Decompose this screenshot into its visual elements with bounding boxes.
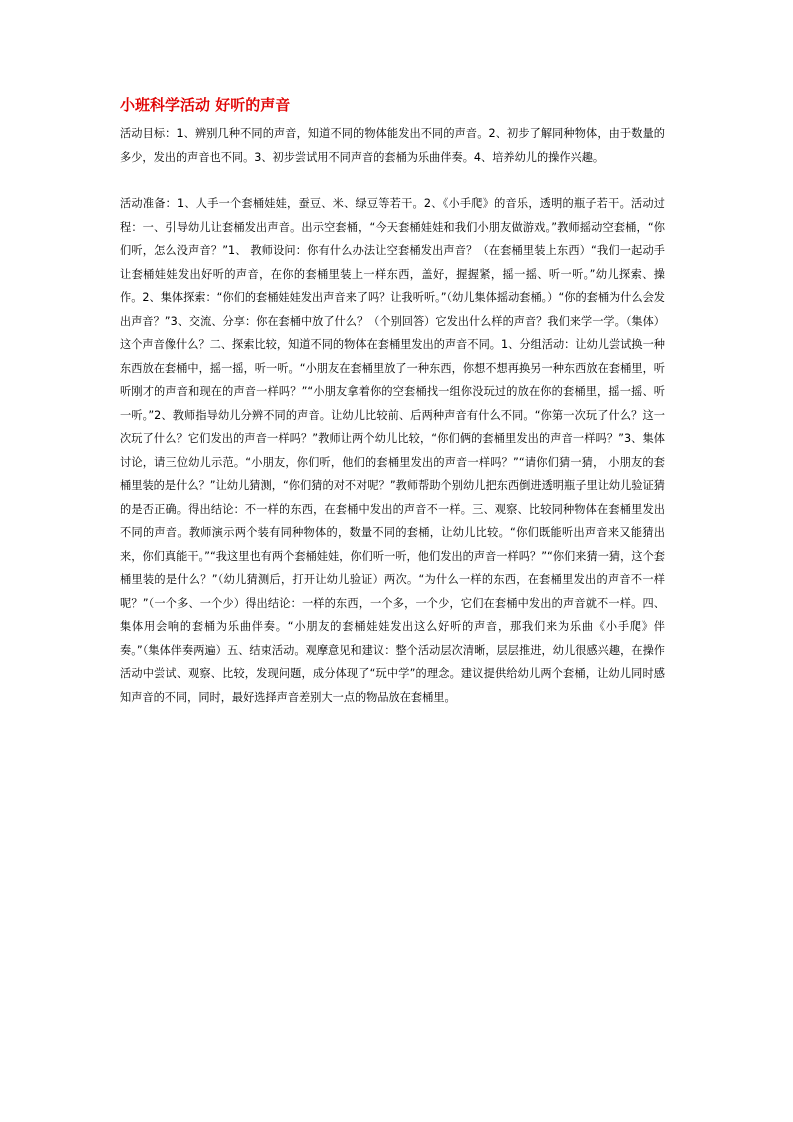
objectives-paragraph: 活动目标：1、辨别几种不同的声音，知道不同的物体能发出不同的声音。2、初步了解同种物体，由于数量的多少，发出的声音也不同。3、初步尝试用不同声音的套桶为乐曲伴奏。4、培养幼儿的操作兴趣。 (120, 127, 665, 164)
preparation-process-paragraph: 活动准备：1、人手一个套桶娃娃，蚕豆、米、绿豆等若干。2、《小手爬》的音乐，透明的瓶子若干。活动过程：一、引导幼儿让套桶发出声音。出示空套桶，“今天套桶娃娃和我们小朋友做游戏。”教师摇动空套桶，“你们听，怎么没声音？”1、 教师设问：你有什么办法让空套桶发出声音？（在套桶里装上东西）“我们一起动手让套桶娃娃发出好听的声音，在你的套桶里装上一样东西，盖好，握握紧，摇一摇、听一听。”幼儿探索、操作。2、集体探索：“你们的套桶娃娃发出声音来了吗？让我听听。”（幼儿集体摇动套桶。）“你的套桶为什么会发出声音？”3、交流、分享：你在套桶中放了什么？（个别回答）它发出什么样的声音？我们来学一学。（集体）这个声音像什么？二、探索比较，知道不同的物体在套桶里发出的声音不同。1、分组活动：让幼儿尝试换一种东西放在套桶中，摇一摇，听一听。“小朋友在套桶里放了一种东西，你想不想再换另一种东西放在套桶里，听听刚才的声音和现在的声音一样吗？”“小朋友拿着你的空套桶找一组你没玩过的放在你的套桶里，摇一摇、听一听。”2、教师指导幼儿分辨不同的声音。让幼儿比较前、后两种声音有什么不同。“你第一次玩了什么？这一次玩了什么？它们发出的声音一样吗？”教师让两个幼儿比较，“你们俩的套桶里发出的声音一样吗？”3、集体讨论，请三位幼儿示范。“小朋友，你们听，他们的套桶里发出的声音一样吗？”“请你们猜一猜， 小朋友的套桶里装的是什么？”让幼儿猜测，“你们猜的对不对呢？”教师帮助个别幼儿把东西倒进透明瓶子里让幼儿验证猜的是否正确。得出结论：不一样的东西，在套桶中发出的声音不一样。三、观察、比较同种物体在套桶里发出不同的声音。教师演示两个装有同种物体的，数量不同的套桶，让幼儿比较。“你们既能听出声音来又能猜出来，你们真能干。”“我这里也有两个套桶娃娃，你们听一听，他们发出的声音一样吗？”“你们来猜一猜，这个套桶里装的是什么？”（幼儿猜测后，打开让幼儿验证）两次。“为什么一样的东西，在套桶里发出的声音不一样呢？”（一个多、一个少）得出结论：一样的东西，一个多，一个少，它们在套桶中发出的声音就不一样。四、集体用会响的套桶为乐曲伴奏。“小朋友的套桶娃娃发出这么好听的声音，那我们来为乐曲《小手爬》伴奏。”（集体伴奏两遍）五、结束活动。观摩意见和建议：整个活动层次清晰，层层推进，幼儿很感兴趣，在操作活动中尝试、观察、比较，发现问题，成分体现了“玩中学”的理念。建议提供给幼儿两个套桶，让幼儿同时感知声音的不同，同时，最好选择声音差别大一点的物品放在套桶里。 (120, 197, 665, 704)
document-page (120, 94, 665, 709)
paragraph-gap (120, 169, 665, 192)
document-title: 小班科学活动 好听的声音 (120, 96, 291, 114)
